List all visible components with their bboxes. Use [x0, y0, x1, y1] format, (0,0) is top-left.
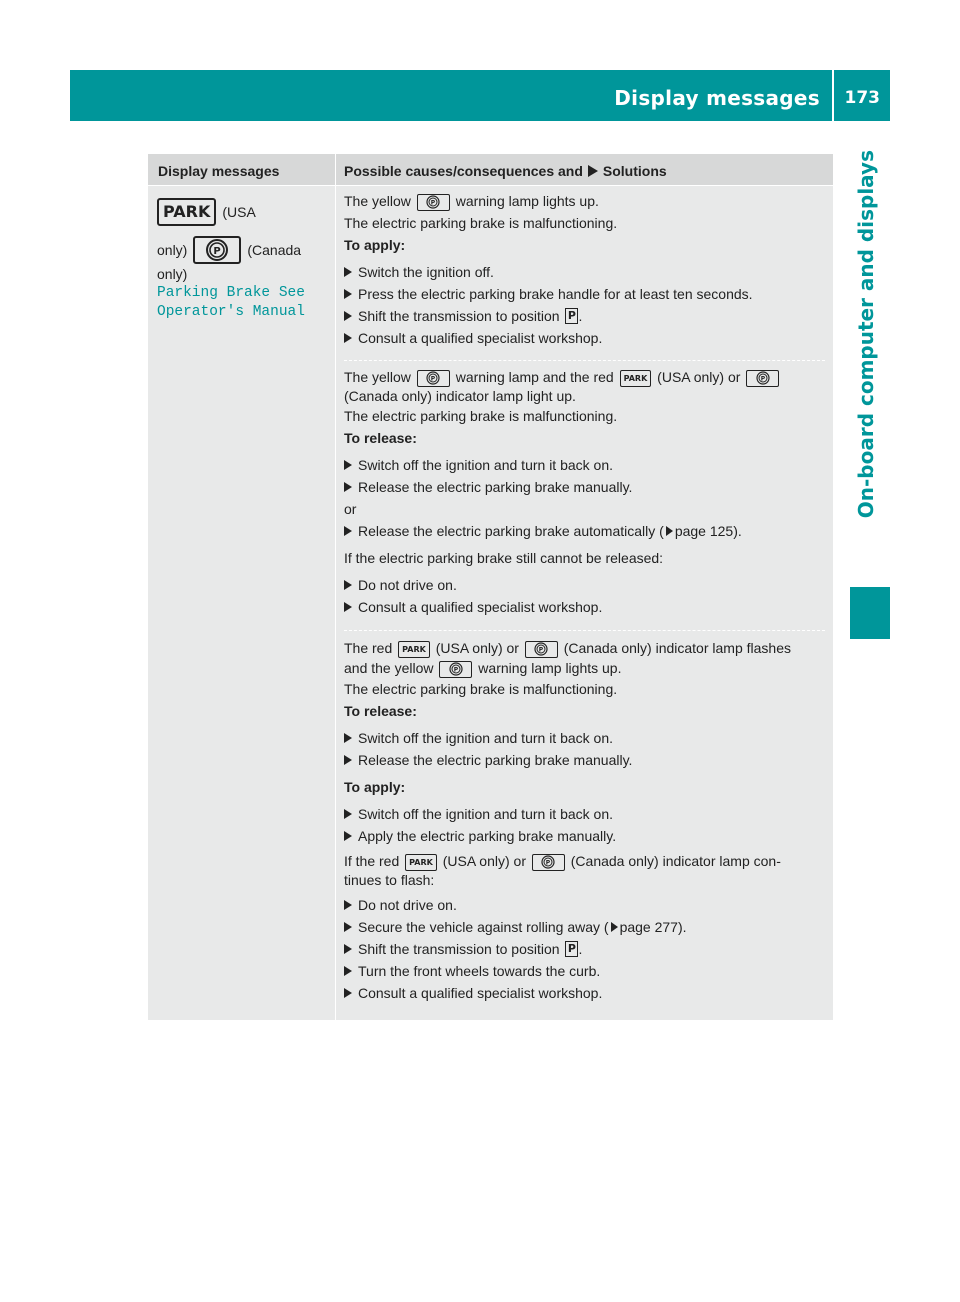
text: Do not drive on. — [358, 897, 457, 913]
section-line — [344, 639, 827, 658]
instruction-item — [344, 749, 827, 771]
column-header-solutions-label: Possible causes/consequences and — [344, 163, 583, 179]
page-reference[interactable]: page 277). — [619, 919, 687, 935]
text: (Canada only) indicator lamp con- — [570, 853, 781, 869]
section-line: The electric parking brake is malfunctioning. — [344, 681, 618, 697]
solution-section-1 — [344, 190, 827, 349]
text: warning lamp and the red — [455, 369, 614, 385]
canada-note-only: only) — [157, 266, 188, 282]
position-p-icon: P — [565, 941, 578, 957]
display-message-line2: Operator's Manual — [157, 304, 305, 320]
page-ref-icon — [666, 526, 673, 536]
text: warning lamp lights up. — [478, 660, 622, 676]
text: Shift the transmission to position — [358, 941, 560, 957]
svg-text:P: P — [539, 646, 544, 654]
arrow-icon — [344, 809, 352, 819]
instruction-item — [344, 960, 827, 982]
text: Consult a qualified specialist workshop. — [358, 985, 603, 1001]
instruction-item — [344, 283, 827, 305]
park-icon: PARK — [405, 854, 437, 871]
solution-section-2 — [344, 368, 827, 618]
text: Consult a qualified specialist workshop. — [358, 599, 603, 615]
side-tab-marker — [850, 587, 890, 639]
svg-text:P: P — [453, 666, 459, 674]
parking-brake-icon — [439, 661, 472, 678]
text: Switch off the ignition and turn it back on. — [358, 730, 614, 746]
arrow-icon — [344, 755, 352, 765]
side-tab — [842, 140, 890, 580]
text: (USA only) or — [657, 369, 741, 385]
message-cell — [157, 198, 332, 322]
side-tab-label: On-board computer and displays — [854, 150, 878, 519]
text: The yellow — [344, 193, 411, 209]
display-message-line1: Parking Brake See — [157, 285, 305, 301]
arrow-icon — [344, 966, 352, 976]
arrow-icon — [344, 526, 352, 536]
text: Consult a qualified specialist workshop. — [358, 330, 603, 346]
text: Apply the electric parking brake manually. — [358, 828, 617, 844]
instruction-item — [344, 261, 827, 283]
usa-note-only: only) — [157, 242, 188, 258]
canada-note: (Canada — [247, 242, 302, 258]
arrow-icon — [344, 900, 352, 910]
text: (Canada only) indicator lamp flashes — [563, 640, 791, 656]
instruction-item — [344, 327, 827, 349]
text: The yellow — [344, 369, 411, 385]
section-line: The electric parking brake is malfunctioning. — [344, 408, 618, 424]
svg-text:P: P — [213, 246, 222, 257]
column-divider — [335, 154, 336, 1020]
solution-section-3 — [344, 639, 827, 1004]
table-header — [148, 154, 833, 186]
instruction-item — [344, 454, 827, 476]
arrow-icon — [344, 460, 352, 470]
instruction-item — [344, 982, 827, 1004]
text: (USA only) or — [435, 640, 519, 656]
parking-brake-icon — [417, 194, 450, 211]
section-line: If the electric parking brake still cannot be released: — [344, 550, 664, 566]
parking-brake-icon — [193, 236, 241, 264]
svg-text:P: P — [546, 859, 551, 867]
text: (USA only) or — [442, 853, 526, 869]
arrow-icon — [344, 944, 352, 954]
svg-text:P: P — [760, 375, 766, 383]
row-divider — [344, 630, 825, 631]
text: Release the electric parking brake automatically ( — [358, 523, 664, 539]
section-heading: To release: — [344, 703, 417, 719]
instruction-item — [344, 825, 827, 847]
parking-brake-icon — [532, 854, 565, 871]
section-line: (Canada only) indicator lamp light up. — [344, 388, 576, 404]
instruction-item — [344, 803, 827, 825]
column-header-solutions-suffix: Solutions — [602, 163, 667, 179]
text: warning lamp lights up. — [455, 193, 599, 209]
text: Press the electric parking brake handle for at least ten seconds. — [358, 286, 753, 302]
text: Switch off the ignition and turn it back on. — [358, 457, 614, 473]
text: Shift the transmission to position — [358, 308, 560, 324]
arrow-icon — [344, 602, 352, 612]
section-line — [344, 658, 827, 678]
arrow-icon — [344, 482, 352, 492]
display-messages-table — [148, 154, 833, 1020]
arrow-icon — [344, 988, 352, 998]
column-header-messages: Display messages — [158, 163, 280, 179]
instruction-item: Shift the transmission to position P . — [344, 938, 827, 960]
arrow-icon — [344, 267, 352, 277]
instruction-item: Shift the transmission to position P . — [344, 305, 827, 327]
position-p-icon: P — [565, 308, 578, 324]
text: The red — [344, 640, 393, 656]
header-bar — [70, 70, 890, 121]
text: Switch the ignition off. — [358, 264, 494, 280]
section-line — [344, 190, 827, 212]
section-line: The electric parking brake is malfunctioning. — [344, 215, 618, 231]
column-header-solutions — [344, 163, 667, 179]
svg-text:P: P — [431, 199, 436, 207]
section-line: tinues to flash: — [344, 872, 435, 888]
page-title: Display messages — [614, 86, 820, 110]
arrow-icon — [344, 831, 352, 841]
instruction-item — [344, 476, 827, 498]
instruction-item — [344, 727, 827, 749]
page-reference[interactable]: page 125). — [674, 523, 742, 539]
instruction-item — [344, 574, 827, 596]
row-divider — [344, 360, 825, 361]
text: Turn the front wheels towards the curb. — [358, 963, 601, 979]
or-text: or — [344, 501, 357, 517]
section-heading: To apply: — [344, 237, 406, 253]
usa-note: (USA — [222, 204, 256, 220]
header-divider — [832, 70, 834, 121]
arrow-icon — [588, 165, 598, 177]
page-number: 173 — [844, 88, 880, 108]
text: If the red — [344, 853, 400, 869]
section-heading: To release: — [344, 430, 417, 446]
instruction-item — [344, 916, 827, 938]
arrow-icon — [344, 289, 352, 299]
section-heading: To apply: — [344, 779, 406, 795]
arrow-icon — [344, 333, 352, 343]
section-line — [344, 368, 827, 387]
arrow-icon — [344, 580, 352, 590]
parking-brake-icon — [417, 370, 450, 387]
svg-text:P: P — [431, 375, 436, 383]
text: Switch off the ignition and turn it back on. — [358, 806, 614, 822]
arrow-icon — [344, 733, 352, 743]
text: Release the electric parking brake manually. — [358, 479, 633, 495]
arrow-icon — [344, 311, 352, 321]
text: Do not drive on. — [358, 577, 457, 593]
park-icon: PARK — [620, 370, 652, 387]
arrow-icon — [344, 922, 352, 932]
instruction-item — [344, 520, 827, 542]
text: and the yellow — [344, 660, 434, 676]
page-ref-icon — [611, 922, 618, 932]
text: Secure the vehicle against rolling away ( — [358, 919, 609, 935]
park-icon: PARK — [398, 641, 430, 658]
parking-brake-icon — [746, 370, 779, 387]
parking-brake-icon — [525, 641, 558, 658]
instruction-item — [344, 596, 827, 618]
park-icon: PARK — [157, 198, 216, 226]
instruction-item — [344, 894, 827, 916]
section-line — [344, 852, 827, 871]
text: Release the electric parking brake manually. — [358, 752, 633, 768]
